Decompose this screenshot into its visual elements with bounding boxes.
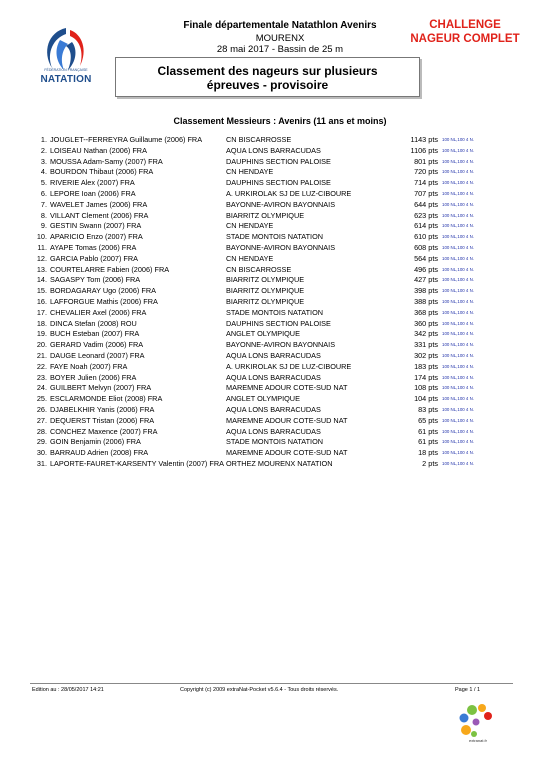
club-name: DAUPHINS SECTION PALOISE: [226, 178, 331, 188]
points: 614 pts: [414, 221, 438, 231]
swimmer-name: AYAPE Tomas (2006) FRA: [50, 242, 137, 252]
events-list: 100 NL,100 4 N.: [442, 450, 474, 456]
row-rank: 4.: [40, 167, 47, 177]
table-row: [0, 167, 543, 178]
events-list: 100 NL,100 4 N.: [442, 255, 474, 261]
events-list: 100 NL,100 4 N.: [442, 439, 474, 445]
table-row: [0, 394, 543, 405]
table-row: [0, 448, 543, 459]
club-name: AQUA LONS BARRACUDAS: [226, 350, 321, 360]
row-rank: 23.: [36, 372, 47, 382]
row-rank: 14.: [36, 275, 47, 285]
ranking-list: [0, 135, 543, 470]
club-name: BAYONNE-AVIRON BAYONNAIS: [226, 199, 336, 209]
points: 707 pts: [414, 188, 438, 198]
table-row: [0, 286, 543, 297]
table-row: [0, 243, 543, 254]
swimmer-name: VILLANT Clement (2006) FRA: [50, 210, 149, 220]
club-name: A. URKIROLAK SJ DE LUZ-CIBOURE: [226, 188, 352, 198]
events-list: 100 NL,100 4 N.: [442, 309, 474, 315]
events-list: 100 NL,100 4 N.: [442, 298, 474, 304]
points: 108 pts: [414, 383, 438, 393]
swimmer-name: ESCLARMONDE Eliot (2008) FRA: [50, 394, 163, 404]
row-rank: 17.: [36, 307, 47, 317]
events-list: 100 NL,100 4 N.: [442, 331, 474, 337]
club-name: AQUA LONS BARRACUDAS: [226, 404, 321, 414]
points: 368 pts: [414, 307, 438, 317]
row-rank: 16.: [36, 296, 47, 306]
points: 610 pts: [414, 232, 438, 242]
swimmer-name: LAFFORGUE Mathis (2006) FRA: [50, 296, 158, 306]
points: 183 pts: [414, 361, 438, 371]
row-rank: 11.: [37, 242, 47, 252]
events-list: 100 NL,100 4 N.: [442, 406, 474, 412]
table-row: [0, 265, 543, 276]
table-row: [0, 254, 543, 265]
swimmer-name: CONCHEZ Maxence (2007) FRA: [50, 426, 158, 436]
footer-page: Page 1 / 1: [455, 687, 481, 693]
club-name: STADE MONTOIS NATATION: [226, 232, 324, 242]
table-row: [0, 319, 543, 330]
row-rank: 1.: [40, 135, 47, 144]
club-name: BIARRITZ OLYMPIQUE: [226, 210, 305, 220]
club-name: ANGLET OLYMPIQUE: [226, 329, 300, 339]
swimmer-name: GERARD Vadim (2006) FRA: [50, 340, 144, 350]
events-list: 100 NL,100 4 N.: [442, 342, 474, 348]
events-list: 100 NL,100 4 N.: [442, 363, 474, 369]
row-rank: 28.: [36, 426, 47, 436]
table-row: [0, 405, 543, 416]
table-row: [0, 135, 543, 146]
row-rank: 24.: [36, 383, 47, 393]
table-row: [0, 221, 543, 232]
events-list: 100 NL,100 4 N.: [442, 169, 474, 175]
row-rank: 22.: [36, 361, 47, 371]
events-list: 100 NL,100 4 N.: [442, 288, 474, 294]
footer-divider: [30, 683, 513, 684]
swimmer-name: DJABELKHIR Yanis (2006) FRA: [50, 404, 155, 414]
points: 714 pts: [414, 178, 438, 188]
points: 801 pts: [414, 156, 438, 166]
row-rank: 2.: [40, 145, 47, 155]
swimmer-name: GARCIA Pablo (2007) FRA: [50, 253, 139, 263]
club-name: CN HENDAYE: [226, 253, 274, 263]
row-rank: 5.: [40, 178, 47, 188]
table-row: [0, 437, 543, 448]
points: 342 pts: [414, 329, 438, 339]
swimmer-name: JOUGLET--FERREYRA Guillaume (2006) FRA: [50, 135, 203, 144]
events-list: 100 NL,100 4 N.: [442, 352, 474, 358]
row-rank: 6.: [40, 188, 47, 198]
points: 61 pts: [418, 437, 438, 447]
table-row: [0, 416, 543, 427]
swimmer-name: SAGASPY Tom (2006) FRA: [50, 275, 141, 285]
club-name: CN HENDAYE: [226, 221, 274, 231]
club-name: ANGLET OLYMPIQUE: [226, 394, 300, 404]
table-row: [0, 373, 543, 384]
table-row: [0, 146, 543, 157]
club-name: STADE MONTOIS NATATION: [226, 307, 324, 317]
swimmer-name: LOISEAU Nathan (2006) FRA: [50, 145, 147, 155]
table-row: [0, 351, 543, 362]
points: 1106 pts: [410, 145, 438, 155]
events-list: 100 NL,100 4 N.: [442, 180, 474, 186]
row-rank: 19.: [36, 329, 47, 339]
club-name: BAYONNE-AVIRON BAYONNAIS: [226, 242, 336, 252]
club-name: AQUA LONS BARRACUDAS: [226, 145, 321, 155]
row-rank: 10.: [36, 232, 47, 242]
club-name: AQUA LONS BARRACUDAS: [226, 426, 321, 436]
table-row: [0, 329, 543, 340]
events-list: 100 NL,100 4 N.: [442, 190, 474, 196]
points: 18 pts: [418, 448, 438, 458]
points: 104 pts: [414, 394, 438, 404]
footer-copyright: Copyright (c) 2009 extraNat-Pocket v5.6.4 - Tous droits réservés.: [180, 687, 339, 693]
ffn-logo-label: NATATION: [40, 74, 92, 85]
points: 302 pts: [414, 350, 438, 360]
points: 496 pts: [414, 264, 438, 274]
club-name: CN BISCARROSSE: [226, 135, 292, 144]
event-place: MOURENX: [255, 33, 305, 44]
swimmer-name: LEPORE Ioan (2006) FRA: [50, 188, 136, 198]
club-name: BIARRITZ OLYMPIQUE: [226, 286, 305, 296]
points: 388 pts: [414, 296, 438, 306]
events-list: 100 NL,100 4 N.: [442, 417, 474, 423]
events-list: 100 NL,100 4 N.: [442, 460, 474, 466]
events-list: 100 NL,100 4 N.: [442, 320, 474, 326]
table-row: [0, 275, 543, 286]
points: 65 pts: [418, 415, 438, 425]
ranking-title-box: [115, 57, 420, 97]
row-rank: 31.: [36, 458, 47, 468]
table-row: [0, 383, 543, 394]
row-rank: 7.: [40, 199, 47, 209]
club-name: BIARRITZ OLYMPIQUE: [226, 275, 305, 285]
points: 83 pts: [418, 404, 438, 414]
row-rank: 20.: [36, 340, 47, 350]
row-rank: 25.: [36, 394, 47, 404]
row-rank: 13.: [36, 264, 47, 274]
club-name: BAYONNE-AVIRON BAYONNAIS: [226, 340, 336, 350]
swimmer-name: DEQUERST Tristan (2006) FRA: [50, 415, 155, 425]
points: 608 pts: [414, 242, 438, 252]
events-list: 100 NL,100 4 N.: [442, 266, 474, 272]
swimmer-name: BOYER Julien (2006) FRA: [50, 372, 137, 382]
points: 564 pts: [414, 253, 438, 263]
swimmer-name: BARRAUD Adrien (2008) FRA: [50, 448, 149, 458]
points: 623 pts: [414, 210, 438, 220]
table-row: [0, 459, 543, 470]
footer-edition: Edition au : 28/05/2017 14:21: [32, 687, 104, 693]
challenge-label: [395, 18, 535, 46]
club-name: CN HENDAYE: [226, 167, 274, 177]
ffn-logo-sublabel: FÉDÉRATION FRANÇAISE: [44, 68, 88, 72]
swimmer-name: WAVELET James (2006) FRA: [50, 199, 148, 209]
swimmer-name: RIVERIE Alex (2007) FRA: [50, 178, 135, 188]
points: 360 pts: [414, 318, 438, 328]
events-list: 100 NL,100 4 N.: [442, 201, 474, 207]
points: 61 pts: [418, 426, 438, 436]
events-list: 100 NL,100 4 N.: [442, 212, 474, 218]
table-row: [0, 232, 543, 243]
swimmer-name: DINCA Stefan (2008) ROU: [50, 318, 137, 328]
events-list: 100 NL,100 4 N.: [442, 223, 474, 229]
row-rank: 12.: [36, 253, 47, 263]
points: 331 pts: [414, 340, 438, 350]
points: 174 pts: [414, 372, 438, 382]
extranat-logo-label: extranat.fr: [468, 738, 487, 743]
events-list: 100 NL,100 4 N.: [442, 244, 474, 250]
swimmer-name: COURTELARRE Fabien (2006) FRA: [50, 264, 170, 274]
swimmer-name: GOIN Benjamin (2006) FRA: [50, 437, 141, 447]
event-title: Finale départementale Natathlon Avenirs: [183, 20, 377, 31]
points: 427 pts: [414, 275, 438, 285]
club-name: ORTHEZ MOURENX NATATION: [226, 458, 333, 468]
swimmer-name: APARICIO Enzo (2007) FRA: [50, 232, 143, 242]
events-list: 100 NL,100 4 N.: [442, 396, 474, 402]
points: 644 pts: [414, 199, 438, 209]
row-rank: 9.: [40, 221, 47, 231]
club-name: STADE MONTOIS NATATION: [226, 437, 324, 447]
club-name: MAREMNE ADOUR COTE-SUD NAT: [226, 383, 348, 393]
challenge-line-2: NAGEUR COMPLET: [410, 33, 520, 45]
row-rank: 26.: [36, 404, 47, 414]
table-row: [0, 340, 543, 351]
table-row: [0, 308, 543, 319]
club-name: A. URKIROLAK SJ DE LUZ-CIBOURE: [226, 361, 352, 371]
events-list: 100 NL,100 4 N.: [442, 234, 474, 240]
points: 398 pts: [414, 286, 438, 296]
challenge-line-1: CHALLENGE: [429, 19, 501, 31]
swimmer-name: BUCH Esteban (2007) FRA: [50, 329, 140, 339]
swimmer-name: BORDAGARAY Ugo (2006) FRA: [50, 286, 156, 296]
swimmer-name: GESTIN Swann (2007) FRA: [50, 221, 142, 231]
events-list: 100 NL,100 4 N.: [442, 428, 474, 434]
table-row: [0, 297, 543, 308]
points: 720 pts: [414, 167, 438, 177]
table-row: [0, 189, 543, 200]
ranking-title-line-2: épreuves - provisoire: [206, 78, 329, 92]
events-list: 100 NL,100 4 N.: [442, 147, 474, 153]
swimmer-name: FAYE Noah (2007) FRA: [50, 361, 128, 371]
club-name: CN BISCARROSSE: [226, 264, 292, 274]
table-row: [0, 362, 543, 373]
swimmer-name: GUILBERT Melvyn (2007) FRA: [50, 383, 152, 393]
club-name: DAUPHINS SECTION PALOISE: [226, 156, 331, 166]
row-rank: 27.: [36, 415, 47, 425]
swimmer-name: CHEVALIER Axel (2006) FRA: [50, 307, 147, 317]
table-row: [0, 157, 543, 168]
table-row: [0, 178, 543, 189]
row-rank: 30.: [36, 448, 47, 458]
club-name: DAUPHINS SECTION PALOISE: [226, 318, 331, 328]
row-rank: 21.: [36, 350, 47, 360]
events-list: 100 NL,100 4 N.: [442, 158, 474, 164]
row-rank: 3.: [40, 156, 47, 166]
points: 2 pts: [422, 458, 438, 468]
club-name: BIARRITZ OLYMPIQUE: [226, 296, 305, 306]
row-rank: 29.: [36, 437, 47, 447]
row-rank: 8.: [40, 210, 47, 220]
swimmer-name: LAPORTE-FAURET-KARSENTY Valentin (2007) FRA: [50, 458, 224, 468]
row-rank: 15.: [36, 286, 47, 296]
club-name: AQUA LONS BARRACUDAS: [226, 372, 321, 382]
table-row: [0, 427, 543, 438]
swimmer-name: MOUSSA Adam-Samy (2007) FRA: [50, 156, 163, 166]
club-name: MAREMNE ADOUR COTE-SUD NAT: [226, 448, 348, 458]
swimmer-name: BOURDON Thibaut (2006) FRA: [50, 167, 154, 177]
section-title: Classement Messieurs : Avenirs (11 ans et moins): [173, 116, 387, 126]
points: 1143 pts: [410, 135, 438, 144]
events-list: 100 NL,100 4 N.: [442, 374, 474, 380]
club-name: MAREMNE ADOUR COTE-SUD NAT: [226, 415, 348, 425]
row-rank: 18.: [36, 318, 47, 328]
events-list: 100 NL,100 4 N.: [442, 137, 474, 142]
table-row: [0, 200, 543, 211]
event-date-pool: 28 mai 2017 - Bassin de 25 m: [216, 44, 344, 55]
table-row: [0, 211, 543, 222]
events-list: 100 NL,100 4 N.: [442, 385, 474, 391]
events-list: 100 NL,100 4 N.: [442, 277, 474, 283]
swimmer-name: DAUGE Leonard (2007) FRA: [50, 350, 145, 360]
ranking-title-line-1: Classement des nageurs sur plusieurs: [157, 64, 378, 78]
